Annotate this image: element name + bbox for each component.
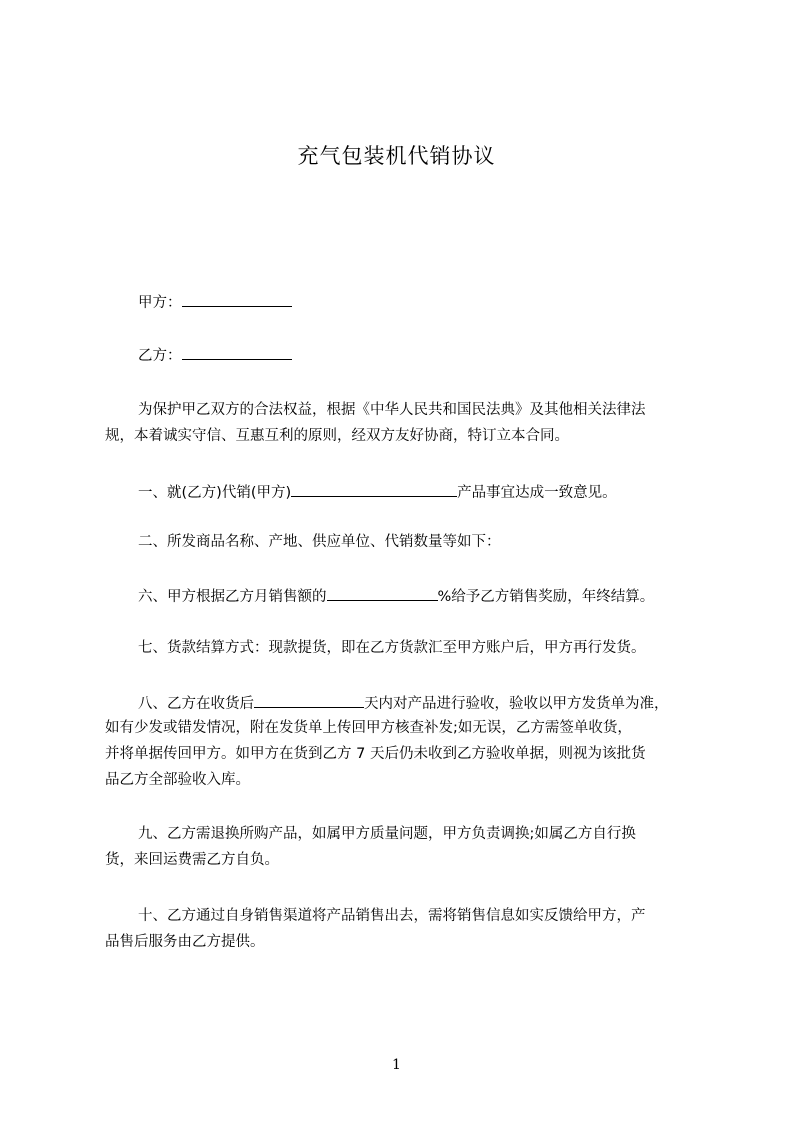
party-a-line xyxy=(105,289,728,315)
party-a-blank xyxy=(182,289,292,307)
clause-8-line-1 xyxy=(105,690,728,716)
preamble-line-2: 规，本着诚实守信、互惠互利的原则，经双方友好协商，特订立本合同。 xyxy=(105,428,569,444)
clause-1-text-before: 一、就(乙方)代销(甲方) xyxy=(138,485,292,501)
clause-8-text-after: 天内对产品进行验收，验收以甲方发货单为准， xyxy=(364,696,669,712)
clause-2: 二、所发商品名称、产地、供应单位、代销数量等如下： xyxy=(138,534,501,550)
clause-9-line-1: 九、乙方需退换所购产品，如属甲方质量问题，甲方负责调换;如属乙方自行换 xyxy=(138,826,636,842)
clause-8-text-before: 八、乙方在收货后 xyxy=(138,696,254,712)
party-b-label: 乙方： xyxy=(138,348,182,364)
page-number: 1 xyxy=(392,1057,401,1073)
party-b-blank xyxy=(182,342,292,360)
clause-10-line-1: 十、乙方通过自身销售渠道将产品销售出去，需将销售信息如实反馈给甲方，产 xyxy=(138,908,646,924)
clause-7: 七、货款结算方式：现款提货，即在乙方货款汇至甲方账户后，甲方再行发货。 xyxy=(138,640,646,656)
party-b-line xyxy=(105,342,728,368)
party-a-label: 甲方： xyxy=(138,295,182,311)
clause-6-blank xyxy=(327,583,438,601)
clause-8-line-2: 如有少发或错发情况，附在发货单上传回甲方核查补发;如无误，乙方需签单收货， xyxy=(105,720,632,736)
clause-6 xyxy=(105,583,728,609)
clause-8-line-3: 并将单据传回甲方。如甲方在货到乙方 7 天后仍未收到乙方验收单据，则视为该批货 xyxy=(105,746,646,762)
clause-10-line-2: 品售后服务由乙方提供。 xyxy=(105,934,265,950)
clause-1-blank xyxy=(291,479,457,497)
clause-8-line-4: 品乙方全部验收入库。 xyxy=(105,772,250,788)
clause-6-text-before: 六、甲方根据乙方月销售额的 xyxy=(138,589,327,605)
document-title: 充气包装机代销协议 xyxy=(297,144,496,168)
preamble-line-1: 为保护甲乙双方的合法权益，根据《中华人民共和国民法典》及其他相关法律法 xyxy=(138,402,646,418)
clause-9-line-2: 货，来回运费需乙方自负。 xyxy=(105,852,279,868)
clause-1-text-after: 产品事宜达成一致意见。 xyxy=(457,485,617,501)
clause-6-text-after: %给予乙方销售奖励，年终结算。 xyxy=(437,589,655,605)
clause-1 xyxy=(105,479,728,505)
clause-8-blank xyxy=(254,690,364,708)
